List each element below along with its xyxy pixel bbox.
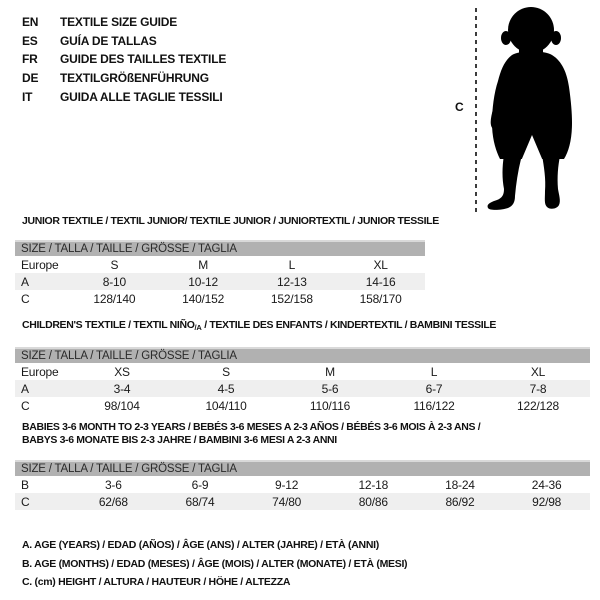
table-cell: 158/170 (359, 291, 402, 306)
language-row-de (22, 69, 226, 88)
language-row-es (22, 32, 226, 51)
row-label: Europe (21, 364, 59, 379)
language-list (22, 13, 226, 106)
language-code: IT (22, 89, 33, 104)
table-cell: 62/68 (98, 494, 128, 509)
table-cell: 14-16 (365, 274, 396, 289)
children-section-title (22, 319, 496, 334)
height-measure-label: C (455, 100, 464, 114)
junior-size-header-bar: SIZE / TALLA / TAILLE / GRÖSSE / TAGLIA (15, 240, 425, 256)
table-cell: 104/110 (205, 398, 247, 413)
language-label: GUIDE DES TAILLES TEXTILE (60, 52, 227, 67)
table-cell: 140/152 (182, 291, 225, 306)
junior-table (15, 256, 425, 307)
babies-size-header-bar: SIZE / TALLA / TAILLE / GRÖSSE / TAGLIA (15, 460, 590, 476)
table-cell: 98/104 (104, 398, 140, 413)
language-row-fr (22, 50, 226, 69)
language-label: GUÍA DE TALLAS (60, 33, 157, 48)
table-cell: 5-6 (321, 381, 339, 396)
table-cell: 8-10 (102, 274, 126, 289)
legend-line-c: C. (cm) HEIGHT / ALTURA / HAUTEUR / HÖHE / ALTEZZA (22, 576, 291, 589)
table-cell: 4-5 (217, 381, 235, 396)
table-row (15, 273, 425, 290)
table-cell: 18-24 (445, 477, 475, 492)
table-cell: 7-8 (529, 381, 547, 396)
table-cell: 128/140 (93, 291, 136, 306)
table-row (15, 256, 425, 273)
table-cell: 12-13 (277, 274, 307, 289)
table-row (15, 476, 590, 493)
row-label: A (21, 381, 29, 396)
height-dashed-line (475, 8, 477, 212)
table-cell: 3-4 (113, 381, 131, 396)
table-cell: 6-9 (191, 477, 209, 492)
table-cell: 12-18 (358, 477, 389, 492)
table-cell: 86/92 (445, 494, 475, 509)
row-label: Europe (21, 257, 59, 272)
language-code: ES (22, 33, 38, 48)
table-row (15, 363, 590, 380)
babies-size-table (15, 460, 590, 510)
table-row (15, 397, 590, 414)
row-label: C (21, 291, 30, 306)
measurement-legend (22, 536, 407, 592)
table-cell: S (110, 257, 119, 272)
table-cell: 152/158 (270, 291, 313, 306)
language-row-it (22, 87, 226, 106)
babies-title-line2: BABYS 3-6 MONATE BIS 2-3 JAHRE / BAMBINI 3-6 MESI A 2-3 ANNI (22, 434, 337, 446)
table-cell: 116/122 (413, 398, 455, 413)
table-cell: M (198, 257, 209, 272)
table-cell: 92/98 (532, 494, 562, 509)
row-label: A (21, 274, 29, 289)
table-row (15, 493, 590, 510)
table-cell: 9-12 (275, 477, 299, 492)
legend-line-a: A. AGE (YEARS) / EDAD (AÑOS) / ÂGE (ANS) / ALTER (JAHRE) / ETÀ (ANNI) (22, 539, 379, 551)
language-code: FR (22, 52, 38, 67)
children-title-pre: CHILDREN'S TEXTILE / TEXTIL NIÑO (22, 319, 195, 331)
table-cell: 24-36 (531, 477, 562, 492)
table-cell: 6-7 (425, 381, 443, 396)
table-cell: 80/86 (358, 494, 388, 509)
table-cell: L (430, 364, 438, 379)
table-cell: XL (373, 257, 388, 272)
row-label: C (21, 398, 30, 413)
row-label: C (21, 494, 30, 509)
legend-line-b: B. AGE (MONTHS) / EDAD (MESES) / ÂGE (MOIS) / ALTER (MONATE) / ETÀ (MESI) (22, 557, 408, 570)
baby-silhouette-image (484, 5, 594, 211)
table-cell: 10-12 (188, 274, 218, 289)
junior-section-title: JUNIOR TEXTILE / TEXTIL JUNIOR/ TEXTILE JUNIOR / JUNIORTEXTIL / JUNIOR TESSILE (22, 215, 439, 227)
table-cell: XL (530, 364, 546, 379)
table-cell: XS (114, 364, 130, 379)
children-size-table (15, 347, 590, 414)
babies-section-title (22, 421, 480, 447)
table-cell: S (222, 364, 230, 379)
table-cell: 110/116 (309, 398, 351, 413)
children-size-header-bar: SIZE / TALLA / TAILLE / GRÖSSE / TAGLIA (15, 347, 590, 363)
table-cell: M (325, 364, 335, 379)
language-label: TEXTILE SIZE GUIDE (60, 15, 178, 30)
babies-table (15, 476, 590, 510)
language-code: DE (22, 71, 39, 86)
table-row (15, 380, 590, 397)
table-cell: 3-6 (104, 477, 122, 492)
table-row (15, 290, 425, 307)
table-cell: L (288, 257, 296, 272)
babies-title-line1: BABIES 3-6 MONTH TO 2-3 YEARS / BEBÉS 3-6 MESES A 2-3 AÑOS / BÉBÉS 3-6 MOIS À 2-3 ANS / (22, 421, 481, 433)
junior-size-table (15, 240, 425, 307)
children-title-post: / TEXTILE DES ENFANTS / KINDERTEXTIL / BAMBINI TESSILE (201, 319, 497, 331)
table-cell: 122/128 (517, 398, 559, 413)
children-table (15, 363, 590, 414)
row-label: B (21, 477, 29, 492)
language-label: TEXTILGRÖßENFÜHRUNG (60, 71, 209, 86)
children-title-subscript: /A (194, 323, 202, 332)
language-code: EN (22, 15, 39, 30)
language-label: GUIDA ALLE TAGLIE TESSILI (60, 89, 223, 104)
table-cell: 68/74 (185, 494, 215, 509)
table-cell: 74/80 (272, 494, 302, 509)
language-row-en (22, 13, 226, 32)
